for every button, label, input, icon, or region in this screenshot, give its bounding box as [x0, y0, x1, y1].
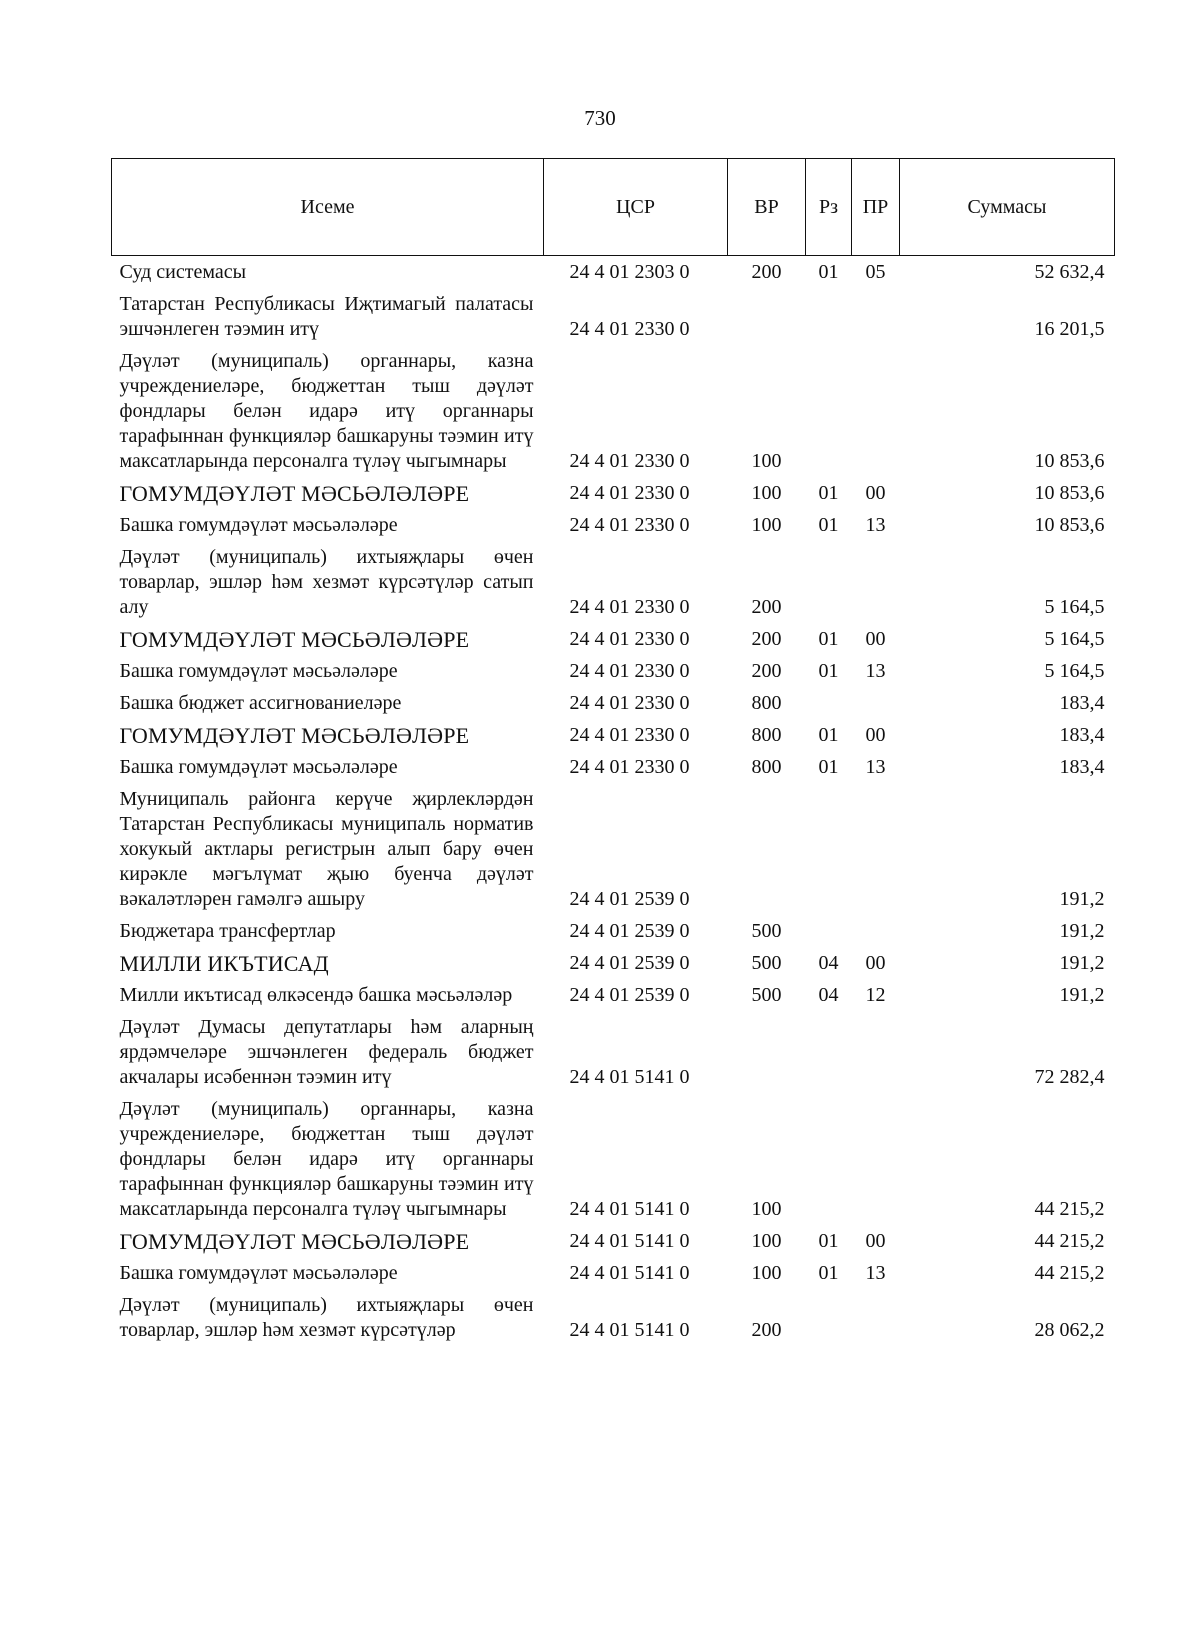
cell-pr	[852, 783, 900, 915]
cell-csr: 24 4 01 2330 0	[569, 318, 690, 340]
cell-sum: 44 215,2	[1034, 1230, 1105, 1252]
cell-rz	[806, 288, 852, 345]
table-row	[112, 1011, 1115, 1093]
cell-sum: 191,2	[1059, 952, 1105, 974]
cell-pr: 00	[865, 628, 886, 650]
cell-pr: 13	[865, 1262, 886, 1284]
cell-name: ГОМУМДӘҮЛӘТ МӘСЬӘЛӘЛӘРЕ	[119, 481, 470, 506]
cell-sum: 5 164,5	[1044, 660, 1105, 682]
cell-csr: 24 4 01 2330 0	[569, 596, 690, 618]
cell-csr: 24 4 01 2539 0	[569, 920, 690, 942]
header-pr: ПР	[852, 159, 900, 256]
cell-sum: 183,4	[1059, 756, 1105, 778]
cell-rz: 01	[818, 1262, 839, 1284]
cell-name: Дәүләт (муниципаль) ихтыяҗлары өчен товарлар, эшләр һәм хезмәт күрсәтүләр	[119, 1294, 534, 1341]
table-header-row	[112, 159, 1115, 256]
table-row	[112, 655, 1115, 687]
cell-rz	[806, 915, 852, 947]
cell-name: Суд системасы	[119, 261, 247, 283]
cell-vr: 800	[751, 724, 782, 746]
budget-table	[111, 158, 1115, 1346]
cell-sum: 5 164,5	[1044, 628, 1105, 650]
cell-rz: 01	[818, 756, 839, 778]
cell-name: Башка гомумдәүләт мәсьәләләре	[119, 756, 398, 778]
table-row	[112, 509, 1115, 541]
cell-vr: 100	[751, 450, 782, 472]
cell-name: Бюджетара трансфертлар	[119, 920, 336, 942]
table-row	[112, 947, 1115, 979]
cell-pr	[852, 541, 900, 623]
cell-vr: 100	[751, 1262, 782, 1284]
cell-csr: 24 4 01 2330 0	[569, 724, 690, 746]
table-row	[112, 1093, 1115, 1225]
table-row	[112, 345, 1115, 477]
cell-csr: 24 4 01 2539 0	[569, 984, 690, 1006]
cell-rz	[806, 783, 852, 915]
table-body	[112, 256, 1115, 1347]
cell-vr: 800	[751, 692, 782, 714]
cell-name: Башка гомумдәүләт мәсьәләләре	[119, 660, 398, 682]
cell-name: ГОМУМДӘҮЛӘТ МӘСЬӘЛӘЛӘРЕ	[119, 1229, 470, 1254]
table-row	[112, 751, 1115, 783]
header-vr: ВР	[728, 159, 806, 256]
table-row	[112, 1225, 1115, 1257]
cell-name: Милли икътисад өлкәсендә башка мәсьәләләр	[119, 984, 513, 1006]
cell-pr: 12	[865, 984, 886, 1006]
cell-name: Дәүләт (муниципаль) ихтыяҗлары өчен товарлар, эшләр һәм хезмәт күрсәтүләр сатып алу	[119, 546, 534, 618]
cell-name: Дәүләт (муниципаль) органнары, казна учреждениеләре, бюджеттан тыш дәүләт фондлары белән идарә итү органнары тарафыннан функцияләр башкаруны тәэмин итү максатларында персоналга түләү чыгымнары	[119, 350, 534, 472]
cell-csr: 24 4 01 2330 0	[569, 514, 690, 536]
page-number: 730	[584, 106, 616, 130]
cell-name: МИЛЛИ ИКЪТИСАД	[119, 951, 329, 976]
cell-vr	[728, 1011, 806, 1093]
cell-pr	[852, 1289, 900, 1346]
table-row	[112, 541, 1115, 623]
cell-rz: 01	[818, 261, 839, 283]
cell-rz: 01	[818, 660, 839, 682]
cell-name: ГОМУМДӘҮЛӘТ МӘСЬӘЛӘЛӘРЕ	[119, 723, 470, 748]
table-row	[112, 477, 1115, 509]
cell-vr	[728, 288, 806, 345]
cell-pr	[852, 915, 900, 947]
cell-name: Муниципаль районга керүче җирлекләрдән Татарстан Республикасы муниципаль норматив хокукый актлары регистрын алып бару өчен кирәкле мәгълүмат җыю буенча дәүләт вәкаләтләрен гамәлгә ашыру	[119, 788, 534, 910]
table-row	[112, 623, 1115, 655]
cell-rz: 04	[818, 984, 839, 1006]
cell-sum: 191,2	[1059, 984, 1105, 1006]
cell-pr: 00	[865, 482, 886, 504]
cell-sum: 16 201,5	[1034, 318, 1105, 340]
cell-name: Татарстан Республикасы Иҗтимагый палатасы эшчәнлеген тәэмин итү	[119, 293, 534, 340]
cell-rz	[806, 1093, 852, 1225]
cell-sum: 183,4	[1059, 724, 1105, 746]
cell-vr: 200	[751, 261, 782, 283]
cell-vr: 200	[751, 1319, 782, 1341]
cell-csr: 24 4 01 2330 0	[569, 450, 690, 472]
cell-sum: 10 853,6	[1034, 450, 1105, 472]
cell-rz	[806, 687, 852, 719]
cell-csr: 24 4 01 2330 0	[569, 482, 690, 504]
table-row	[112, 719, 1115, 751]
cell-vr: 100	[751, 1230, 782, 1252]
table-row	[112, 288, 1115, 345]
cell-rz: 01	[818, 1230, 839, 1252]
cell-csr: 24 4 01 2330 0	[569, 660, 690, 682]
cell-vr	[728, 783, 806, 915]
cell-vr: 500	[751, 952, 782, 974]
cell-rz	[806, 541, 852, 623]
cell-sum: 191,2	[1059, 920, 1105, 942]
cell-rz	[806, 345, 852, 477]
cell-csr: 24 4 01 2539 0	[569, 952, 690, 974]
cell-sum: 183,4	[1059, 692, 1105, 714]
cell-pr: 05	[865, 261, 886, 283]
cell-csr: 24 4 01 5141 0	[569, 1262, 690, 1284]
cell-vr: 100	[751, 482, 782, 504]
cell-pr	[852, 288, 900, 345]
cell-pr: 13	[865, 660, 886, 682]
cell-pr: 00	[865, 724, 886, 746]
cell-name: Дәүләт (муниципаль) органнары, казна учреждениеләре, бюджеттан тыш дәүләт фондлары белән идарә итү органнары тарафыннан функцияләр башкаруны тәэмин итү максатларында персоналга түләү чыгымнары	[119, 1098, 534, 1220]
cell-sum: 72 282,4	[1034, 1066, 1105, 1088]
header-sum: Суммасы	[900, 159, 1115, 256]
cell-sum: 191,2	[1059, 888, 1105, 910]
table-row	[112, 1257, 1115, 1289]
cell-rz	[806, 1289, 852, 1346]
cell-csr: 24 4 01 2303 0	[569, 261, 690, 283]
cell-csr: 24 4 01 5141 0	[569, 1319, 690, 1341]
cell-pr: 00	[865, 1230, 886, 1252]
cell-vr: 500	[751, 984, 782, 1006]
cell-csr: 24 4 01 5141 0	[569, 1066, 690, 1088]
cell-pr	[852, 1011, 900, 1093]
cell-vr: 500	[751, 920, 782, 942]
cell-sum: 10 853,6	[1034, 514, 1105, 536]
cell-rz: 01	[818, 514, 839, 536]
cell-csr: 24 4 01 5141 0	[569, 1198, 690, 1220]
cell-csr: 24 4 01 5141 0	[569, 1230, 690, 1252]
table-row	[112, 979, 1115, 1011]
cell-name: Башка гомумдәүләт мәсьәләләре	[119, 514, 398, 536]
header-name: Исеме	[112, 159, 544, 256]
table-row	[112, 256, 1115, 289]
cell-csr: 24 4 01 2539 0	[569, 888, 690, 910]
cell-vr: 100	[751, 514, 782, 536]
cell-rz: 01	[818, 628, 839, 650]
budget-table-container	[111, 158, 1114, 1346]
cell-rz	[806, 1011, 852, 1093]
cell-pr: 00	[865, 952, 886, 974]
table-row	[112, 915, 1115, 947]
cell-vr: 100	[751, 1198, 782, 1220]
cell-pr: 13	[865, 514, 886, 536]
header-rz: Рз	[806, 159, 852, 256]
cell-rz: 01	[818, 482, 839, 504]
cell-vr: 800	[751, 756, 782, 778]
cell-name: ГОМУМДӘҮЛӘТ МӘСЬӘЛӘЛӘРЕ	[119, 627, 470, 652]
cell-csr: 24 4 01 2330 0	[569, 692, 690, 714]
cell-pr: 13	[865, 756, 886, 778]
cell-sum: 44 215,2	[1034, 1262, 1105, 1284]
cell-csr: 24 4 01 2330 0	[569, 756, 690, 778]
cell-pr	[852, 687, 900, 719]
cell-vr: 200	[751, 660, 782, 682]
cell-sum: 5 164,5	[1044, 596, 1105, 618]
cell-name: Башка гомумдәүләт мәсьәләләре	[119, 1262, 398, 1284]
header-csr: ЦСР	[544, 159, 728, 256]
cell-vr: 200	[751, 596, 782, 618]
cell-name: Дәүләт Думасы депутатлары һәм аларның ярдәмчеләре эшчәнлеген федераль бюджет акчалары исәбеннән тәэмин итү	[119, 1016, 534, 1088]
table-row	[112, 687, 1115, 719]
cell-pr	[852, 1093, 900, 1225]
cell-csr: 24 4 01 2330 0	[569, 628, 690, 650]
cell-name: Башка бюджет ассигнованиеләре	[119, 692, 402, 714]
cell-sum: 44 215,2	[1034, 1198, 1105, 1220]
cell-rz: 04	[818, 952, 839, 974]
cell-sum: 28 062,2	[1034, 1319, 1105, 1341]
cell-sum: 52 632,4	[1034, 261, 1105, 283]
cell-rz: 01	[818, 724, 839, 746]
cell-sum: 10 853,6	[1034, 482, 1105, 504]
cell-pr	[852, 345, 900, 477]
table-row	[112, 1289, 1115, 1346]
table-row	[112, 783, 1115, 915]
cell-vr: 200	[751, 628, 782, 650]
